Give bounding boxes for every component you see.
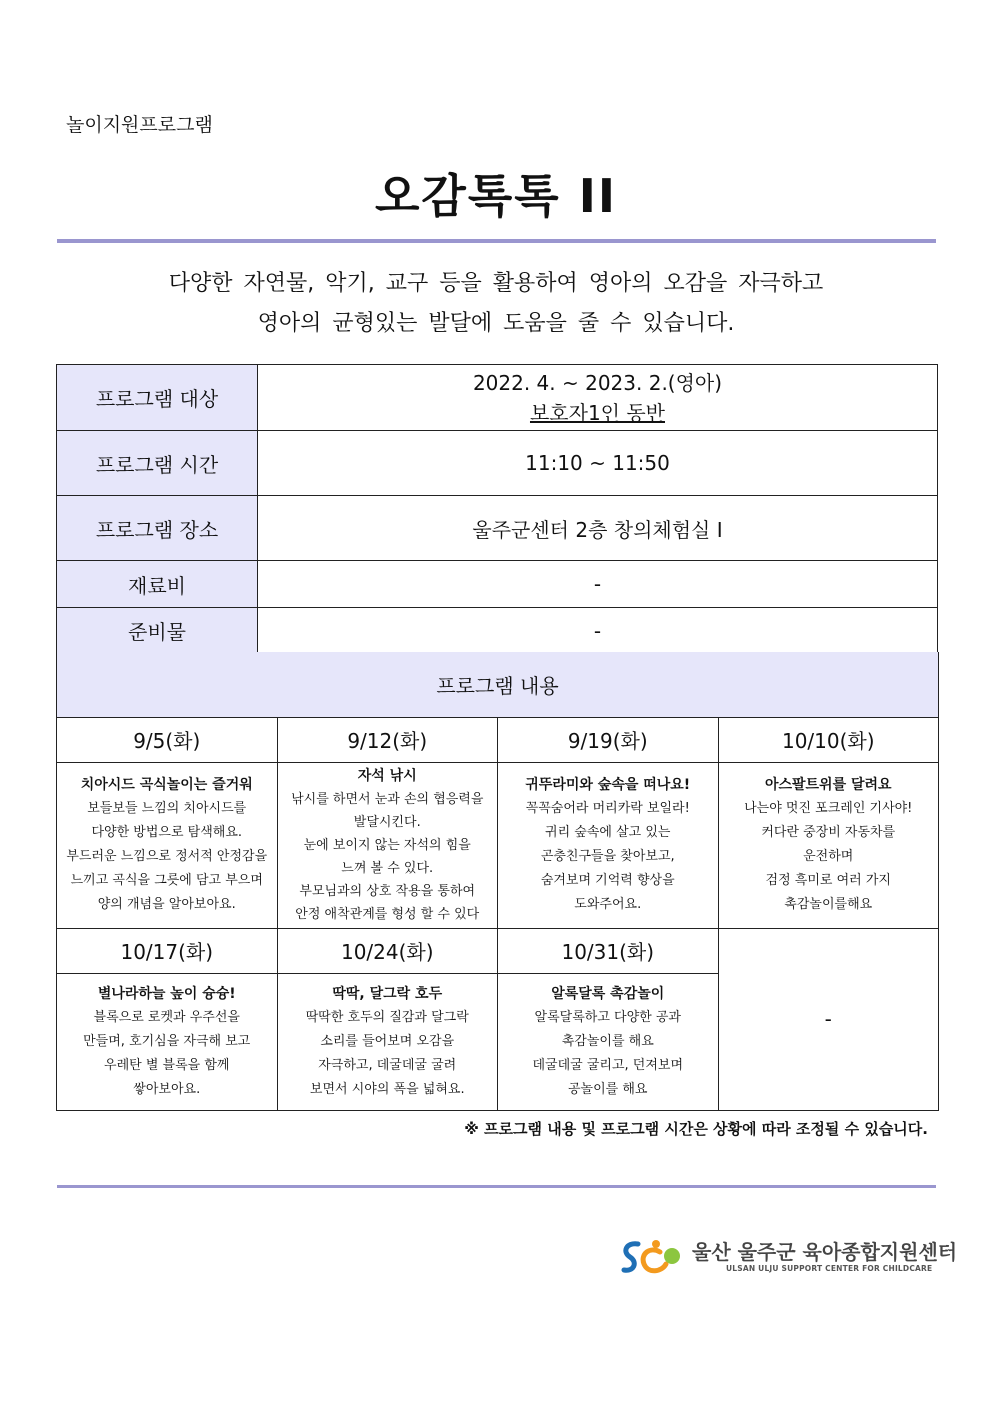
session-line: 눈에 보이지 않는 자석의 힘을 [303,837,471,853]
session-line: 만들며, 호기심을 자극해 보고 [83,1033,251,1049]
session-line: 느끼고 곡식을 그릇에 담고 부으며 [70,873,263,888]
page-title: 오감톡톡 II [375,169,617,223]
session-line: 공놀이를 해요 [568,1081,648,1097]
session-line: 다양한 방법으로 탐색해요. [91,825,243,840]
session-date: 10/10(화) [718,717,939,762]
schedule-table [56,652,939,1111]
session-content [498,762,719,928]
adjustment-note: ※ 프로그램 내용 및 프로그램 시간은 상황에 따라 조정될 수 있습니다. [464,1120,928,1138]
session-date: 10/17(화) [57,928,278,973]
session-content [277,762,498,928]
session-line: 나는야 멋진 포크레인 기사야! [744,801,913,816]
session-date: 10/31(화) [498,928,719,973]
program-category: 놀이지원프로그램 [66,114,213,136]
session-title: 딱딱, 달그락 호두 [332,985,443,1002]
intro-line-1: 다양한 자연물, 악기, 교구 등을 활용하여 영아의 오감을 자극하고 [168,271,824,296]
date-row-1 [57,717,939,762]
session-line: 촉감놀이를해요 [784,897,873,912]
session-line: 귀리 숲속에 살고 있는 [545,825,671,840]
empty-session-cell: - [718,928,939,1110]
target-guardian: 보호자1인 동반 [529,400,665,425]
session-line: 곤충친구들을 찾아보고, [540,849,675,864]
fee-value: - [258,561,938,608]
session-date: 9/12(화) [277,717,498,762]
session-line: 도와주어요. [574,897,642,912]
session-line: 낚시를 하면서 눈과 손의 협응력을 [291,791,484,807]
info-row-place [57,496,938,561]
center-logo [620,1232,958,1280]
session-title: 별나라하늘 높이 슝슝! [97,985,236,1002]
date-row-2 [57,928,939,973]
top-divider [57,239,936,243]
info-row-time [57,431,938,496]
fee-label: 재료비 [57,561,258,608]
program-info-table [56,364,938,654]
place-value: 울주군센터 2층 창의체험실 I [258,496,938,561]
session-line: 숨겨보며 기억력 향상을 [540,873,675,888]
prep-value: - [258,608,938,654]
center-name-korean: 울산 울주군 육아종합지원센터 [692,1240,958,1264]
session-line: 커다란 중장비 자동차를 [761,825,896,840]
intro-text [0,264,992,344]
session-title: 귀뚜라미와 숲속을 떠나요! [525,777,691,793]
center-name-english: ULSAN ULJU SUPPORT CENTER FOR CHILDCARE [726,1264,933,1273]
session-line: 보면서 시야의 폭을 넓혀요. [309,1081,465,1097]
prep-label: 준비물 [57,608,258,654]
session-line: 소리를 들어보며 오감을 [320,1033,455,1049]
schedule-header-row [57,652,939,717]
session-date: 9/5(화) [57,717,278,762]
target-period: 2022. 4. ~ 2023. 2.(영아) [472,370,723,395]
info-row-fee [57,561,938,608]
session-line: 발달시킨다. [353,814,421,830]
session-date: 9/19(화) [498,717,719,762]
session-line: 느껴 볼 수 있다. [341,860,434,876]
session-title: 치아시드 곡식놀이는 즐거워 [80,777,253,793]
session-line: 양의 개념을 알아보아요. [97,897,236,912]
info-row-target [57,365,938,431]
center-logo-icon [620,1236,686,1278]
session-content [718,762,939,928]
info-row-prep [57,608,938,654]
session-line: 딱딱한 호두의 질감과 달그락 [305,1009,469,1025]
session-line: 알록달록하고 다양한 공과 [534,1009,681,1025]
schedule-header: 프로그램 내용 [57,652,939,717]
session-title: 자석 낚시 [357,767,417,784]
session-line: 검정 흑미로 여러 가지 [765,873,891,888]
bottom-divider [57,1185,936,1188]
session-line: 운전하며 [803,849,854,864]
session-line: 블록으로 로켓과 우주선을 [93,1009,240,1025]
session-line: 꼭꼭숨어라 머리카락 보일라! [525,801,690,816]
session-line: 쌓아보아요. [133,1081,201,1097]
target-label: 프로그램 대상 [57,365,258,431]
session-line: 부모님과의 상호 작용을 통하여 [299,883,476,899]
content-row-1 [57,762,939,928]
session-line: 촉감놀이를 해요 [561,1033,654,1049]
session-line: 부드러운 느낌으로 정서적 안정감을 [66,849,268,864]
session-title: 알록달록 촉감놀이 [551,985,665,1002]
session-content [57,762,278,928]
time-value: 11:10 ~ 11:50 [258,431,938,496]
session-line: 데굴데굴 굴리고, 던져보며 [532,1057,684,1073]
session-content [57,973,278,1110]
intro-line-2: 영아의 균형있는 발달에 도움을 줄 수 있습니다. [257,311,735,336]
place-label: 프로그램 장소 [57,496,258,561]
session-line: 우레탄 별 블록을 함께 [104,1057,230,1073]
session-date: 10/24(화) [277,928,498,973]
session-content [498,973,719,1110]
target-value [258,365,938,431]
session-content [277,973,498,1110]
session-line: 자극하고, 데굴데굴 굴려 [318,1057,457,1073]
session-line: 보들보들 느낌의 치아시드를 [87,801,247,816]
session-title: 아스팔트위를 달려요 [764,777,892,793]
time-label: 프로그램 시간 [57,431,258,496]
session-line: 안정 애착관계를 형성 할 수 있다 [295,906,480,922]
